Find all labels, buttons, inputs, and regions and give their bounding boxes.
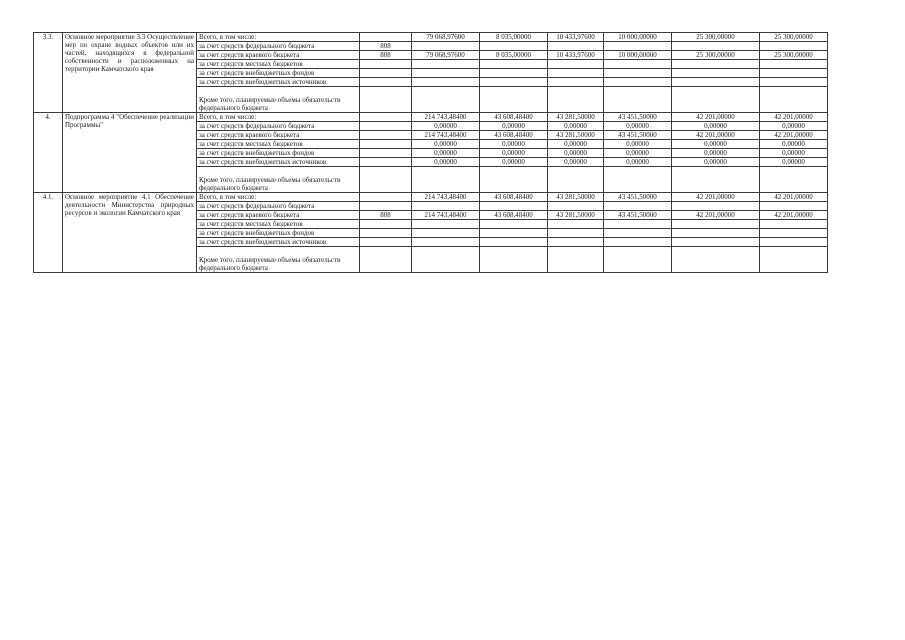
amount-cell: 0,00000: [548, 149, 604, 158]
amount-cell: [548, 238, 604, 247]
budget-code: [360, 69, 412, 78]
amount-cell: [760, 167, 828, 193]
amount-cell: [480, 60, 548, 69]
amount-cell: [412, 202, 480, 211]
amount-cell: [412, 229, 480, 238]
amount-cell: 0,00000: [412, 140, 480, 149]
budget-code: [360, 202, 412, 211]
amount-cell: 214 743,48400: [412, 131, 480, 140]
budget-code: [360, 113, 412, 122]
amount-cell: [480, 220, 548, 229]
amount-cell: [412, 42, 480, 51]
table-row: [34, 33, 828, 42]
amount-cell: 42 201,00000: [672, 131, 760, 140]
budget-code: [360, 78, 412, 87]
amount-cell: [672, 78, 760, 87]
amount-cell: 0,00000: [760, 149, 828, 158]
amount-cell: 25 300,00000: [672, 51, 760, 60]
amount-cell: [480, 167, 548, 193]
funding-source: за счет средств внебюджетных фондов: [197, 229, 360, 238]
amount-cell: [412, 60, 480, 69]
budget-code: 808: [360, 211, 412, 220]
section-name: Подпрограмма 4 "Обеспечение реализации Программы": [63, 113, 197, 193]
amount-cell: [412, 69, 480, 78]
amount-cell: 0,00000: [672, 158, 760, 167]
funding-source: за счет средств краевого бюджета: [197, 131, 360, 140]
budget-code: [360, 140, 412, 149]
amount-cell: 0,00000: [672, 140, 760, 149]
amount-cell: [760, 247, 828, 273]
amount-cell: [604, 202, 672, 211]
amount-cell: 8 035,00000: [480, 51, 548, 60]
amount-cell: 42 201,00000: [760, 193, 828, 202]
amount-cell: 25 300,00000: [672, 33, 760, 42]
section-number: 4.: [34, 113, 63, 193]
amount-cell: 79 068,97600: [412, 33, 480, 42]
amount-cell: 0,00000: [760, 158, 828, 167]
amount-cell: [412, 238, 480, 247]
amount-cell: [604, 247, 672, 273]
budget-code: [360, 60, 412, 69]
amount-cell: [480, 87, 548, 113]
amount-cell: [604, 87, 672, 113]
budget-code: [360, 167, 412, 193]
table-row: [34, 113, 828, 122]
amount-cell: 0,00000: [480, 122, 548, 131]
budget-code: [360, 33, 412, 42]
amount-cell: [760, 69, 828, 78]
section-number: 3.3.: [34, 33, 63, 113]
amount-cell: [412, 220, 480, 229]
amount-cell: [480, 238, 548, 247]
amount-cell: [672, 238, 760, 247]
budget-code: [360, 158, 412, 167]
amount-cell: [672, 202, 760, 211]
section-name: Основное мероприятие 4.1 Обеспечение деятельности Министерства природных ресурсов и экологии Камчатского края: [63, 193, 197, 273]
amount-cell: [604, 238, 672, 247]
amount-cell: [548, 42, 604, 51]
funding-source: за счет средств местных бюджетов: [197, 220, 360, 229]
funding-source: за счет средств внебюджетных источников: [197, 158, 360, 167]
amount-cell: [480, 69, 548, 78]
amount-cell: [548, 202, 604, 211]
amount-cell: [548, 229, 604, 238]
amount-cell: 0,00000: [412, 158, 480, 167]
amount-cell: [548, 60, 604, 69]
amount-cell: [604, 78, 672, 87]
amount-cell: [548, 220, 604, 229]
amount-cell: 0,00000: [480, 140, 548, 149]
amount-cell: [548, 167, 604, 193]
amount-cell: 0,00000: [604, 158, 672, 167]
funding-source: за счет средств местных бюджетов: [197, 60, 360, 69]
amount-cell: [760, 220, 828, 229]
amount-cell: [480, 229, 548, 238]
amount-cell: 43 281,50000: [548, 211, 604, 220]
amount-cell: [412, 78, 480, 87]
amount-cell: 8 035,00000: [480, 33, 548, 42]
amount-cell: [672, 167, 760, 193]
amount-cell: 43 608,48400: [480, 131, 548, 140]
amount-cell: 42 201,00000: [672, 193, 760, 202]
funding-source: Всего, в том числе:: [197, 33, 360, 42]
amount-cell: 0,00000: [548, 158, 604, 167]
funding-source: за счет средств краевого бюджета: [197, 211, 360, 220]
amount-cell: 0,00000: [604, 149, 672, 158]
amount-cell: 0,00000: [412, 149, 480, 158]
amount-cell: [672, 229, 760, 238]
amount-cell: 42 201,00000: [672, 113, 760, 122]
funding-source: Кроме того, планируемые объемы обязательств федерального бюджета: [197, 247, 360, 273]
amount-cell: [548, 87, 604, 113]
amount-cell: 10 433,97600: [548, 51, 604, 60]
amount-cell: [672, 42, 760, 51]
amount-cell: 10 433,97600: [548, 33, 604, 42]
funding-source: за счет средств федерального бюджета: [197, 42, 360, 51]
funding-source: Всего, в том числе:: [197, 193, 360, 202]
amount-cell: [672, 220, 760, 229]
amount-cell: 0,00000: [480, 149, 548, 158]
amount-cell: [760, 202, 828, 211]
budget-code: [360, 238, 412, 247]
funding-source: Кроме того, планируемые объемы обязательств федерального бюджета: [197, 167, 360, 193]
amount-cell: 42 201,00000: [760, 211, 828, 220]
amount-cell: 43 451,50000: [604, 113, 672, 122]
amount-cell: 0,00000: [760, 122, 828, 131]
section-number: 4.1.: [34, 193, 63, 273]
amount-cell: [760, 229, 828, 238]
amount-cell: 0,00000: [672, 149, 760, 158]
budget-table-body: [34, 33, 828, 273]
amount-cell: [480, 42, 548, 51]
amount-cell: 25 300,00000: [760, 51, 828, 60]
section-name: Основное мероприятие 3.3 Осуществление мер по охране водных объектов или их частей, находящихся в федеральной собственности и расположенных на территории Камчатского края: [63, 33, 197, 113]
amount-cell: [480, 247, 548, 273]
amount-cell: 79 068,97600: [412, 51, 480, 60]
amount-cell: 10 000,00000: [604, 51, 672, 60]
amount-cell: [548, 78, 604, 87]
amount-cell: 0,00000: [604, 140, 672, 149]
budget-code: 808: [360, 51, 412, 60]
amount-cell: 10 000,00000: [604, 33, 672, 42]
budget-code: [360, 193, 412, 202]
funding-source: за счет средств федерального бюджета: [197, 202, 360, 211]
budget-code: [360, 247, 412, 273]
funding-source: Кроме того, планируемые объемы обязательств федерального бюджета: [197, 87, 360, 113]
amount-cell: 0,00000: [604, 122, 672, 131]
amount-cell: [604, 229, 672, 238]
amount-cell: 214 743,48400: [412, 211, 480, 220]
amount-cell: 43 608,48400: [480, 211, 548, 220]
amount-cell: 43 451,50000: [604, 131, 672, 140]
funding-source: за счет средств внебюджетных фондов: [197, 149, 360, 158]
amount-cell: [760, 78, 828, 87]
budget-code: [360, 87, 412, 113]
amount-cell: [604, 60, 672, 69]
budget-table: [33, 32, 828, 273]
amount-cell: 43 608,48400: [480, 113, 548, 122]
amount-cell: [672, 87, 760, 113]
amount-cell: [412, 247, 480, 273]
amount-cell: 42 201,00000: [672, 211, 760, 220]
amount-cell: 43 281,50000: [548, 113, 604, 122]
funding-source: за счет средств внебюджетных источников: [197, 238, 360, 247]
funding-source: за счет средств местных бюджетов: [197, 140, 360, 149]
amount-cell: 0,00000: [548, 140, 604, 149]
budget-code: [360, 131, 412, 140]
budget-code: 808: [360, 42, 412, 51]
amount-cell: [760, 87, 828, 113]
amount-cell: [760, 42, 828, 51]
amount-cell: [480, 78, 548, 87]
amount-cell: [672, 69, 760, 78]
amount-cell: [760, 238, 828, 247]
amount-cell: [672, 60, 760, 69]
budget-code: [360, 122, 412, 131]
amount-cell: [480, 202, 548, 211]
amount-cell: 0,00000: [760, 140, 828, 149]
amount-cell: 43 608,48400: [480, 193, 548, 202]
funding-source: за счет средств краевого бюджета: [197, 51, 360, 60]
amount-cell: 42 201,00000: [760, 113, 828, 122]
funding-source: за счет средств внебюджетных источников: [197, 78, 360, 87]
amount-cell: [548, 247, 604, 273]
amount-cell: 0,00000: [672, 122, 760, 131]
budget-code: [360, 220, 412, 229]
amount-cell: 214 743,48400: [412, 193, 480, 202]
amount-cell: 214 743,48400: [412, 113, 480, 122]
amount-cell: [672, 247, 760, 273]
amount-cell: 42 201,00000: [760, 131, 828, 140]
amount-cell: 25 300,00000: [760, 33, 828, 42]
table-row: [34, 193, 828, 202]
amount-cell: 0,00000: [412, 122, 480, 131]
amount-cell: 43 451,50000: [604, 211, 672, 220]
amount-cell: [604, 42, 672, 51]
amount-cell: [412, 87, 480, 113]
amount-cell: [604, 167, 672, 193]
funding-source: Всего, в том числе:: [197, 113, 360, 122]
funding-source: за счет средств внебюджетных фондов: [197, 69, 360, 78]
funding-source: за счет средств федерального бюджета: [197, 122, 360, 131]
amount-cell: [604, 220, 672, 229]
amount-cell: [760, 60, 828, 69]
amount-cell: [548, 69, 604, 78]
amount-cell: 43 451,50000: [604, 193, 672, 202]
budget-code: [360, 149, 412, 158]
amount-cell: [412, 167, 480, 193]
amount-cell: [604, 69, 672, 78]
amount-cell: 43 281,50000: [548, 131, 604, 140]
amount-cell: 0,00000: [548, 122, 604, 131]
budget-code: [360, 229, 412, 238]
amount-cell: 43 281,50000: [548, 193, 604, 202]
amount-cell: 0,00000: [480, 158, 548, 167]
